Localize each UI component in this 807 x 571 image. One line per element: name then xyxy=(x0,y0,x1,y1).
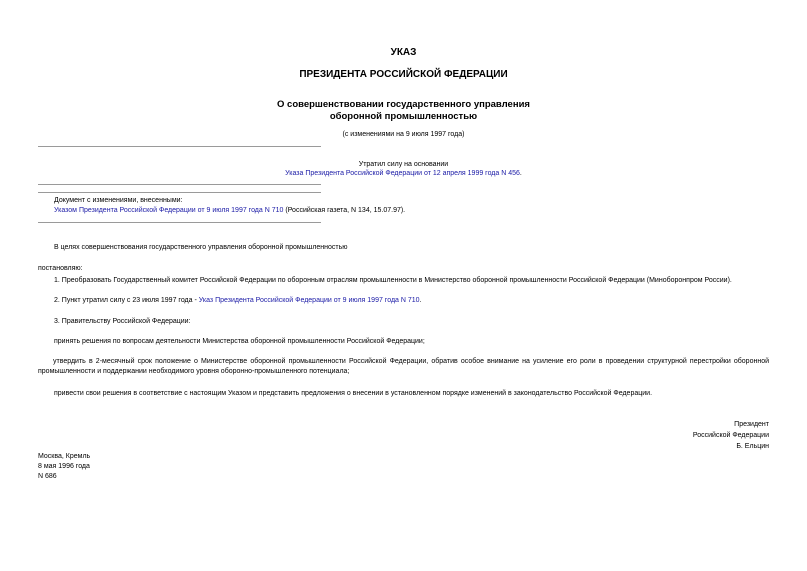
paragraph-2-end: . xyxy=(419,297,422,304)
paragraph-2-text: 2. Пункт утратил силу с 23 июля 1997 года - xyxy=(54,297,199,304)
document-number: N 686 xyxy=(38,473,57,480)
preamble: В целях совершенствования государственного управления оборонной промышленностью xyxy=(54,244,348,251)
changes-source: (Российская газета, N 134, 15.07.97). xyxy=(283,207,406,214)
document-type: УКАЗ xyxy=(390,47,417,58)
changes-line xyxy=(54,206,405,215)
lost-force-end: . xyxy=(519,170,522,177)
decree-word: постановляю: xyxy=(38,265,83,272)
place: Москва, Кремль xyxy=(38,453,91,460)
title-line-1: О совершенствовании государственного управления xyxy=(277,99,530,110)
paragraph-3b: утвердить в 2-месячный срок положение о Министерстве оборонной промышленности Российской Федерации, обратив особое внимание на усиление его роли в проведении структурной перестройки оборонной промышленности и поддержании необходимого уровня оборонно-промышленного потенциала; xyxy=(38,358,769,375)
signature-name: Б. Ельцин xyxy=(736,443,769,450)
amendments-note: (с изменениями на 9 июля 1997 года) xyxy=(342,131,465,138)
divider xyxy=(38,192,321,193)
title-line-2: оборонной промышленностью xyxy=(329,111,478,122)
lost-force-line xyxy=(0,169,807,178)
paragraph-3a: принять решения по вопросам деятельности Министерства оборонной промышленности Российской Федерации; xyxy=(54,338,425,345)
divider xyxy=(38,146,321,147)
lost-force-label: Утратил силу на основании xyxy=(358,161,449,168)
changes-intro: Документ с изменениями, внесенными: xyxy=(54,197,183,204)
divider xyxy=(38,222,321,223)
signature-title: Президент xyxy=(734,421,769,428)
paragraph-1: 1. Преобразовать Государственный комитет Российской Федерации по оборонным отраслям промышленности в Министерство оборонной промышленности Российской Федерации (Минобоpонпpом России). xyxy=(54,277,732,284)
paragraph-2 xyxy=(54,296,422,305)
changes-link[interactable]: Указом Президента Российской Федерации от 9 июля 1997 года N 710 xyxy=(54,207,284,214)
paragraph-3: 3. Правительству Российской Федерации: xyxy=(54,318,191,325)
paragraph-2-link[interactable]: Указ Президента Российской Федерации от 9 июля 1997 года N 710 xyxy=(198,297,420,304)
paragraph-3c: привести свои решения в соответствие с настоящим Указом и представить предложения о внесении в установленном порядке изменений в законодательство Российской Федерации. xyxy=(54,390,653,397)
date: 8 мая 1996 года xyxy=(38,463,90,470)
divider xyxy=(38,184,321,185)
issuer: ПРЕЗИДЕНТА РОССИЙСКОЙ ФЕДЕРАЦИИ xyxy=(299,69,508,80)
signature-country: Российской Федерации xyxy=(692,432,769,439)
lost-force-link[interactable]: Указа Президента Российской Федерации от 12 апреля 1999 года N 456 xyxy=(285,170,520,177)
